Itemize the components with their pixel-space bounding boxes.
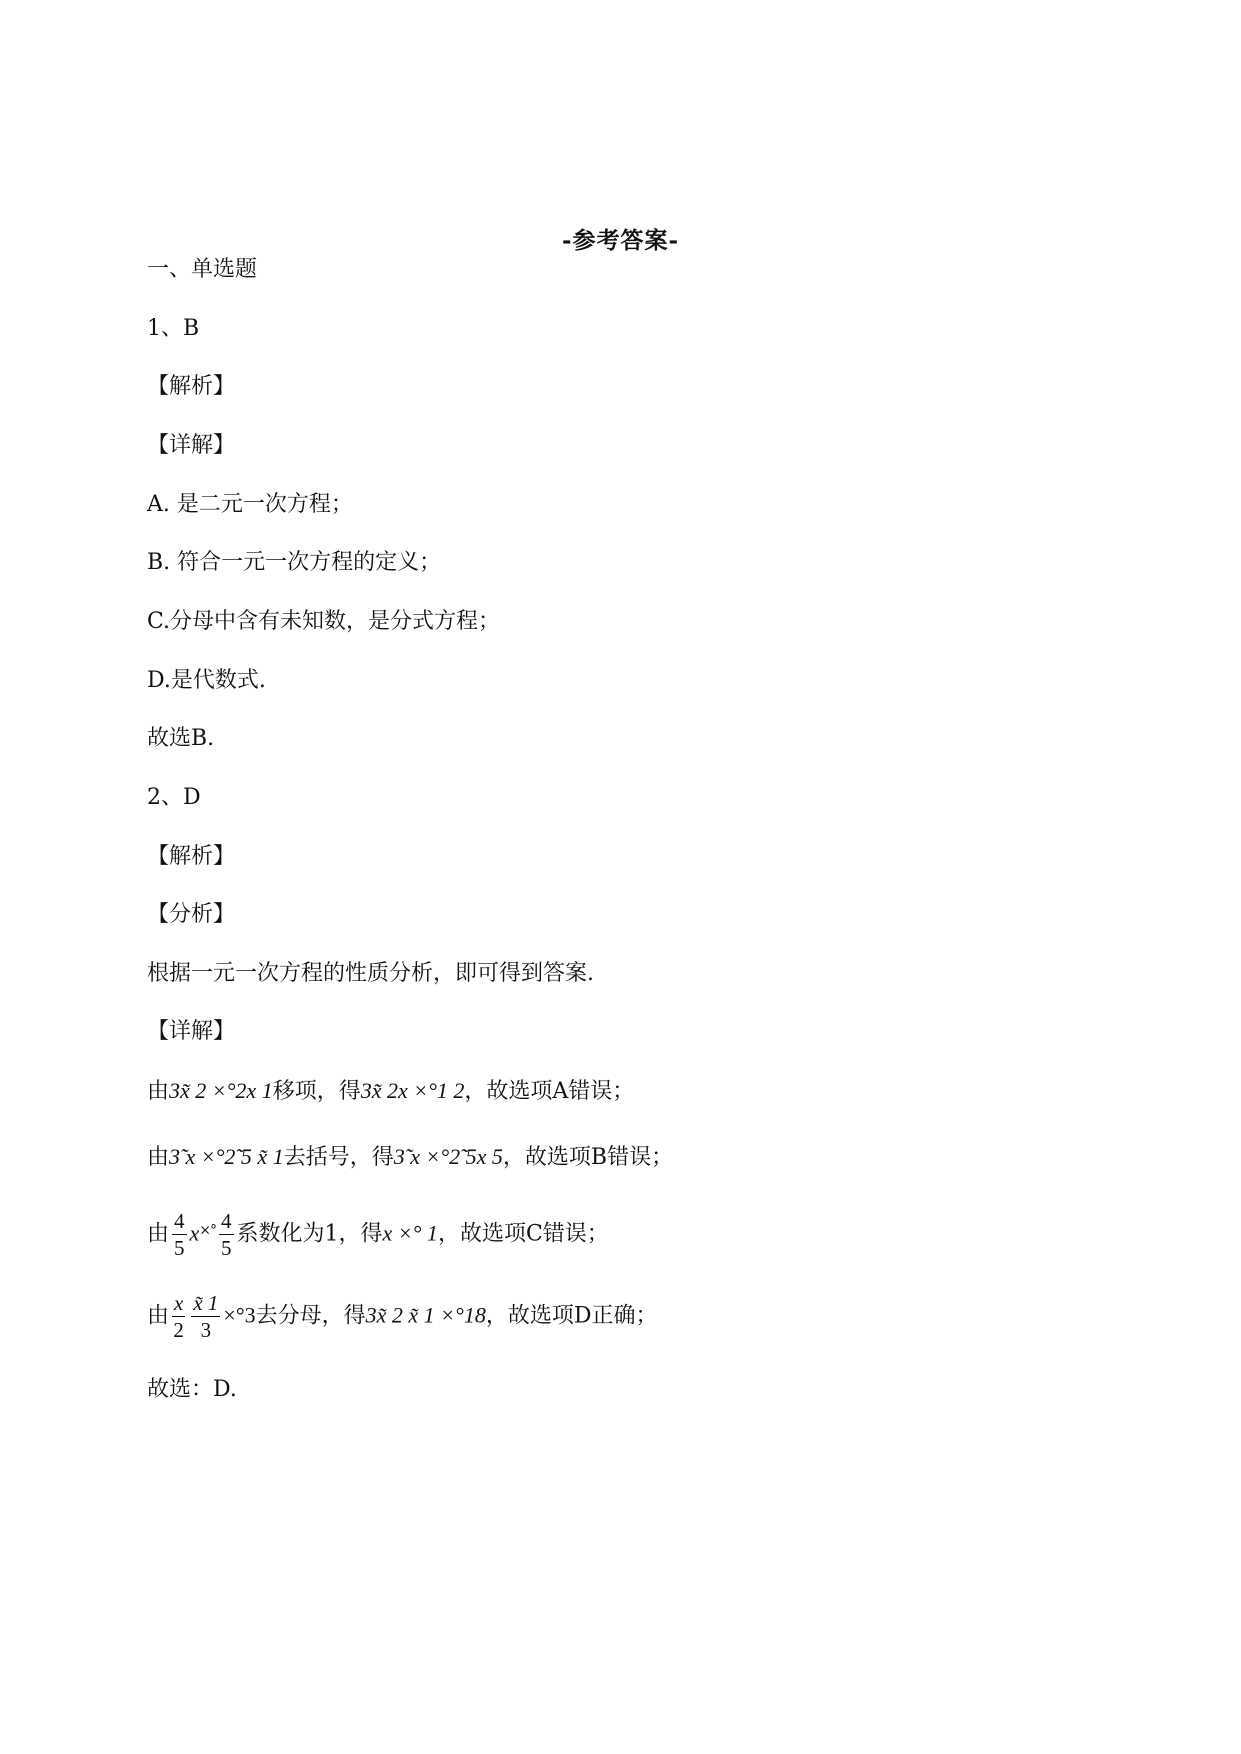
fraction-numerator: 4 <box>174 1209 185 1233</box>
step-b-prefix: 由 <box>147 1145 170 1170</box>
step-a-operation: 移项，得 <box>272 1079 361 1104</box>
fraction-numerator: 4 <box>221 1209 232 1233</box>
q2-conclusion: 故选：D. <box>147 1377 237 1402</box>
step-d-result: 3x̃ 2 x̃ 1 ×°18 <box>365 1302 486 1328</box>
q2-step-b <box>147 1142 673 1173</box>
q2-answer: 2、D <box>147 785 201 810</box>
step-c-fraction-left <box>172 1208 187 1261</box>
step-b-equation: 3̃ x ×°2̃ 5 x̃ 1 <box>169 1144 284 1169</box>
q1-option-d: D.是代数式. <box>147 668 266 693</box>
fraction-denominator: 5 <box>174 1236 185 1260</box>
q2-detail-tag: 【详解】 <box>147 1019 236 1044</box>
step-a-verdict: ，故选项A错误； <box>464 1079 635 1104</box>
step-d-prefix: 由 <box>147 1303 170 1329</box>
fraction-numerator: x <box>174 1291 184 1315</box>
fraction-denominator: 2 <box>173 1318 184 1342</box>
q1-option-a: A. 是二元一次方程； <box>147 492 353 517</box>
q2-step-d <box>147 1290 657 1343</box>
q2-fenxi-text: 根据一元一次方程的性质分析，即可得到答案. <box>147 961 594 986</box>
step-d-verdict: ，故选项D正确； <box>485 1303 658 1329</box>
step-c-variable: x <box>189 1220 200 1246</box>
section-heading: 一、单选题 <box>147 257 258 282</box>
step-b-result: 3̃ x ×°2̃ 5x 5 <box>393 1144 503 1169</box>
step-b-verdict: ，故选项B错误； <box>502 1145 674 1170</box>
step-c-symbol: ×° <box>199 1222 217 1239</box>
step-a-equation: 3x̃ 2 ×°2x 1 <box>169 1078 273 1103</box>
step-c-prefix: 由 <box>147 1221 170 1247</box>
q1-analysis-tag: 【解析】 <box>147 374 236 399</box>
step-d-operation: 去分母，得 <box>255 1303 366 1329</box>
fraction-denominator: 3 <box>200 1318 212 1342</box>
page-title: -参考答案- <box>561 227 680 254</box>
step-d-fraction-right <box>191 1290 220 1343</box>
q1-detail-tag: 【详解】 <box>147 433 236 458</box>
q2-fenxi-tag: 【分析】 <box>147 902 236 927</box>
step-c-operation: 系数化为1，得 <box>236 1221 383 1247</box>
q1-option-b: B. 符合一元一次方程的定义； <box>147 550 442 575</box>
q1-answer: 1、B <box>147 316 200 341</box>
q2-step-a <box>147 1076 634 1107</box>
q2-analysis-tag: 【解析】 <box>147 844 236 869</box>
step-c-verdict: ，故选项C错误； <box>437 1221 609 1247</box>
fraction-numerator: x̃ 1 <box>193 1291 219 1315</box>
q1-option-c: C.分母中含有未知数，是分式方程； <box>147 609 501 634</box>
step-a-result: 3x̃ 2x ×°1 2 <box>360 1078 465 1103</box>
step-d-fraction-left <box>172 1290 185 1343</box>
step-c-result: x ×° 1 <box>382 1220 438 1246</box>
step-c-fraction-right <box>219 1208 234 1261</box>
step-a-prefix: 由 <box>147 1079 170 1104</box>
q1-conclusion: 故选B. <box>147 726 215 751</box>
step-d-rhs: ×°3 <box>223 1302 256 1328</box>
q2-step-c <box>147 1208 609 1261</box>
step-b-operation: 去括号，得 <box>283 1145 394 1170</box>
fraction-denominator: 5 <box>221 1236 232 1260</box>
